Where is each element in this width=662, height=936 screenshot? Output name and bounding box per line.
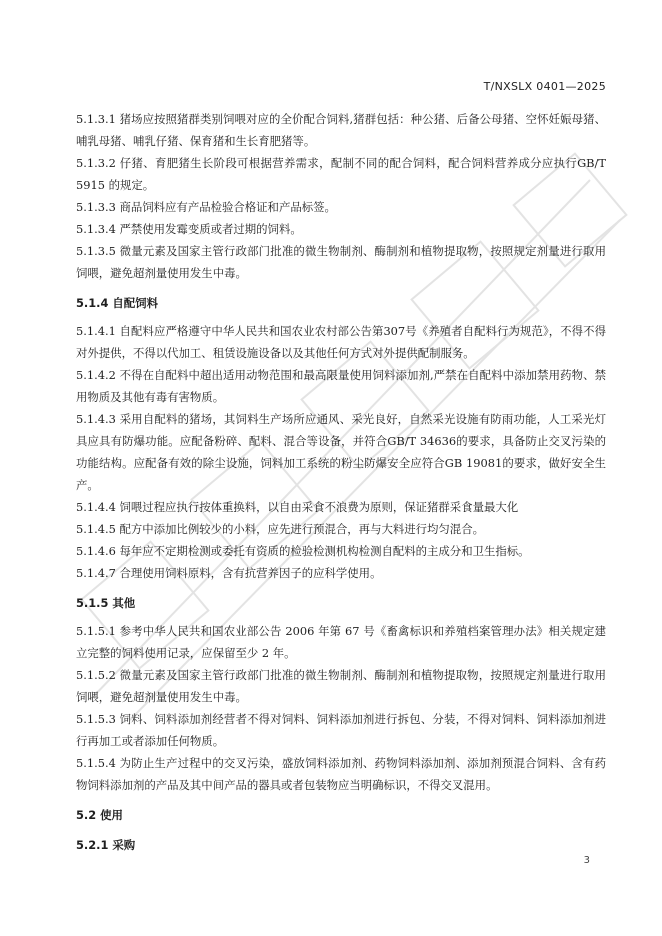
clause-paragraph: 5.1.5.4 为防止生产过程中的交叉污染，盛放饲料添加剂、药物饲料添加剂、添加剂预混合饲料、含有药物饲料添加剂的产品及其中间产品的器具或者包装物应当明确标识，不得交叉混用。	[76, 756, 606, 792]
clause-paragraph: 5.1.4.6 每年应不定期检测或委托有资质的检验检测机构检测自配料的主成分和卫生指标。	[76, 544, 530, 558]
clause-paragraph: 5.1.4.5 配方中添加比例较少的小料，应先进行预混合，再与大料进行均匀混合。	[76, 522, 484, 536]
section-heading: 5.1.5 其他	[76, 596, 136, 610]
clause-paragraph: 5.1.4.7 合理使用饲料原料，含有抗营养因子的应科学使用。	[76, 566, 382, 580]
clause-paragraph: 5.1.3.4 严禁使用发霉变质或者过期的饲料。	[76, 222, 302, 236]
clause-paragraph: 5.1.3.5 微量元素及国家主管行政部门批准的微生物制剂、酶制剂和植物提取物，按照规定剂量进行取用饲喂，避免超剂量使用发生中毒。	[76, 244, 606, 280]
section-heading: 5.1.4 自配饲料	[76, 296, 158, 310]
standard-code: T/NXSLX 0401—2025	[483, 80, 606, 93]
document-body	[76, 108, 606, 862]
clause-paragraph: 5.1.4.3 采用自配料的猪场，其饲料生产场所应通风、采光良好，自然采光设施有防雨功能，人工采光灯具应具有防爆功能。应配备粉碎、配料、混合等设备，并符合GB/T 34636的要求，具备防止交叉污染的功能结构。应配备有效的除尘设施，饲料加工系统的粉尘防爆安全应符合GB 19081的要求，做好安全生产。	[76, 412, 606, 492]
clause-paragraph: 5.1.4.2 不得在自配料中超出适用动物范围和最高限量使用饲料添加剂,严禁在自配料中添加禁用药物、禁用物质及其他有毒有害物质。	[76, 368, 606, 404]
clause-paragraph: 5.1.3.1 猪场应按照猪群类别饲喂对应的全价配合饲料,猪群包括：种公猪、后备公母猪、空怀妊娠母猪、哺乳母猪、哺乳仔猪、保育猪和生长育肥猪等。	[76, 112, 606, 148]
clause-paragraph: 5.1.3.2 仔猪、育肥猪生长阶段可根据营养需求，配制不同的配合饲料，配合饲料营养成分应执行GB/T 5915 的规定。	[76, 156, 606, 192]
clause-paragraph: 5.1.5.2 微量元素及国家主管行政部门批准的微生物制剂、酶制剂和植物提取物，按照规定剂量进行取用饲喂，避免超剂量使用发生中毒。	[76, 668, 606, 704]
section-heading: 5.2 使用	[76, 808, 123, 822]
clause-paragraph: 5.1.5.3 饲料、饲料添加剂经营者不得对饲料、饲料添加剂进行拆包、分装，不得对饲料、饲料添加剂进行再加工或者添加任何物质。	[76, 712, 606, 748]
clause-paragraph: 5.1.4.4 饲喂过程应执行按体重换料，以自由采食不浪费为原则，保证猪群采食量最大化	[76, 500, 519, 514]
page-number: 3	[583, 855, 590, 866]
clause-paragraph: 5.1.5.1 参考中华人民共和国农业部公告 2006 年第 67 号《畜禽标识和养殖档案管理办法》相关规定建立完整的饲料使用记录，应保留至少 2 年。	[76, 624, 606, 660]
section-heading: 5.2.1 采购	[76, 838, 136, 852]
clause-paragraph: 5.1.3.3 商品饲料应有产品检验合格证和产品标签。	[76, 200, 336, 214]
clause-paragraph: 5.1.4.1 自配料应严格遵守中华人民共和国农业农村部公告第307号《养殖者自配料行为规范》，不得不得对外提供，不得以代加工、租赁设施设备以及其他任何方式对外提供配制服务。	[76, 324, 606, 360]
